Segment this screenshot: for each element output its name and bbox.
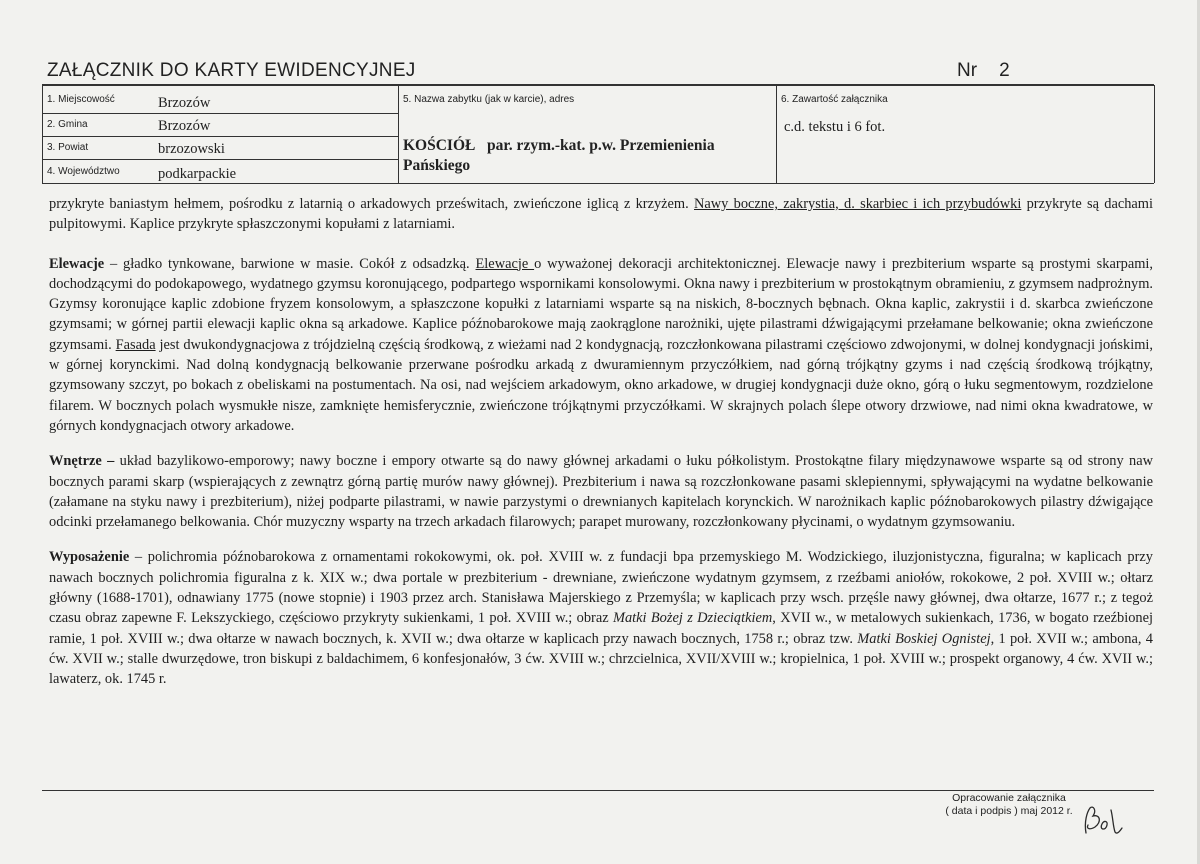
form-right-border	[1154, 85, 1155, 183]
form-row-divider-1	[42, 113, 398, 114]
nr-label: Nr	[957, 60, 978, 81]
document-number	[957, 60, 1010, 82]
paragraph-wyposazenie	[49, 547, 1153, 689]
section-heading-elewacje: Elewacje	[49, 255, 105, 272]
monument-name-word1: KOŚCIÓŁ	[403, 137, 476, 154]
gmina-label: 2. Gmina	[47, 119, 88, 130]
text-run: przykryte baniastym hełmem, pośrodku z latarnią o arkadowych prześwitach, zwieńczone iglicą z krzyżem.	[49, 196, 694, 212]
miejscowosc-value: Brzozów	[158, 95, 211, 111]
section-heading-wnetrze: Wnętrze –	[49, 453, 115, 470]
handwritten-signature	[1080, 800, 1130, 840]
form-column-divider-1	[398, 85, 399, 183]
wojewodztwo-value: podkarpackie	[158, 166, 237, 182]
paragraph-elewacje	[49, 254, 1153, 437]
signature-stroke	[1085, 807, 1122, 833]
powiat-label: 3. Powiat	[47, 142, 89, 153]
text-run: – polichromia późnobarokowa z ornamentami rokokowymi, ok. poł. XVIII w. z fundacji bpa przemyskiego M. Wodzickiego, iluzjonistyczna, figuralna; w kaplicach przy nawach bocznych polichromia figuralna z k. XIX w.; dwa portale w prezbiterium - drewniane, zwieńczone wydatnym gzymsem, z rzeźbami aniołów, rokokowe, 2 poł. XVIII w.; ołtarz główny (1688-1701), odnawiany 1775 (nowe stopnie) i 1903 przez arch. Stanisława Majerskiego z Przemyśla; w kaplicach przy wsch. przęśle nawy głównej, dwa ołtarze, 1677 r.; z tegoż czasu obraz zapewne F. Lekszyckiego, częściowo przykryty sukienkami, 1 poł. XVIII w.; obraz	[49, 549, 1153, 627]
gmina-value: Brzozów	[158, 118, 211, 134]
form-bottom-rule	[42, 183, 1154, 184]
nazwa-zabytku-label: 5. Nazwa zabytku (jak w karcie), adres	[403, 94, 575, 105]
italic-run: Matki Boskiej Ognistej	[857, 630, 991, 647]
text-run: , 1 poł. XVII w.; ambona, 4 ćw. XVII w.; stalle dwurzędowe, tron biskupi z baldachimem, 6 konfesjonałów, 3 ćw. XVIII w.; chrzcielnica, XVII/XVIII w.; kropielnica, 1 poł. XVIII w.; prospekt organowy, 4 ćw. XVII w.; lawaterz, ok. 1745 r.	[49, 630, 1153, 688]
underlined-run: Fasada	[115, 336, 156, 353]
underlined-run: Nawy boczne, zakrystia, d. skarbiec i ich przybudówki	[694, 196, 1022, 212]
monument-name	[403, 136, 773, 176]
form-row-divider-3	[42, 159, 398, 160]
text-run: o wyważonej dekoracji architektonicznej. Elewacje nawy i prezbiterium wsparte są prostymi skarpami, dochodzącymi do podokapowego, wydatnego gzymsu koronującego, podpartego wspornikami konsolowymi. Okna nawy i prezbiterium w prostokątnym obramieniu, z gzymsem nadprożnym. Gzymsy koronujące kaplic zdobione fryzem konsolowym, a spłaszczone kopułki z latarniami wsparte są na niskich, 8-bocznych bębnach. Okna kaplic, zakrystii i d. skarbca zwieńczone gzymsami; w górnej partii elewacji kaplic okna są arkadowe. Kaplice późnobarokowe mają zaokrąglone narożniki, ujęte pilastrami dźwigającymi przełamane belkowanie; okna zwieńczone gzymsami.	[49, 255, 1154, 353]
zawartosc-label: 6. Zawartość załącznika	[781, 94, 888, 105]
text-run: przykryte są dachami pulpitowymi. Kaplice przykryte spłaszczonymi kopułami z latarniami.	[49, 196, 1154, 233]
text-run: – gładko tynkowane, barwione w masie. Cokół z odsadzką.	[104, 255, 476, 272]
text-run: układ bazylikowo-emporowy; nawy boczne i empory otwarte są do nawy głównej arkadami o łuku półkolistym. Prostokątne filary międzynawowe wsparte są od strony naw bocznych parami skarp (wspierających z zewnątrz górną partię murów nawy głównej). Prezbiterium i nawa są rozczłonkowane pasami sklepiennymi, spływającymi na wydatne belkowanie (załamane na styku nawy i prezbiterium), niżej podparte pilastrami, w nawie parzystymi o drewnianych kapitelach korynckich. W narożnikach kaplic późnobarokowych pilastry dźwigające odcinki przełamanego belkowania. Chór muzyczny wsparty na trzech arkadach filarowych; parapet murowany, rozczłonkowany płycinami, o wydatnym gzymsowaniu.	[49, 453, 1154, 531]
italic-run: Matki Bożej z Dzieciątkiem	[612, 610, 773, 627]
underlined-run: Elewacje	[475, 255, 535, 272]
section-heading-wyposazenie: Wyposażenie	[49, 549, 130, 566]
form-column-divider-2	[776, 85, 777, 183]
monument-name-rest: par. rzym.-kat. p.w. Przemienienia Pańskiego	[403, 137, 715, 174]
footer-line-2: ( data i podpis ) maj 2012 r.	[945, 805, 1073, 817]
wojewodztwo-label: 4. Województwo	[47, 166, 120, 177]
text-run: jest dwukondygnacjowa z trójdzielną częścią środkową, z wieżami nad 2 kondygnacją, rozczłonkowana pilastrami częściowo zdwojonymi, w dolnej kondygnacji jońskimi, w górnej korynckimi. Nad dolną kondygnacją belkowanie przerwane pośrodku arkadą z dwuramiennym przyczółkiem, nad górną trójkątny gzyms i nad częścią środkową trójkątny, gzymsowany szczyt, po bokach z obeliskami na postumentach. Na osi, nad wejściem arkadowym, okno arkadowe, w drugiej kondygnacji duże okno, górą o łuku segmentowym, rozdzielone filarem. W bocznych polach wysmukłe nisze, zamknięte hemisferycznie, zwieńczone trójkątnymi przyczółkami. W skrajnych polach ślepe otwory drzwiowe, nad nimi okna kwadratowe, w górnych kondygnacjach otwory arkadowe.	[49, 336, 1153, 434]
paragraph-wnetrze	[49, 451, 1153, 532]
form-left-border	[42, 85, 43, 183]
text-run: , XVII w., w metalowych sukienkach, 1736, w bogato rzeźbionej ramie, 1 poł. XVIII w.; dwa ołtarze w nawach bocznych, k. XVII w.; dwa ołtarze w kaplicach przy nawach bocznych, 1758 r.; obraz tzw.	[49, 610, 1154, 647]
miejscowosc-label: 1. Miejscowość	[47, 94, 115, 105]
form-row-divider-2	[42, 136, 398, 137]
form-top-rule	[42, 84, 1154, 86]
paragraph-roof	[49, 194, 1153, 235]
footer-line-1: Opracowanie załącznika	[952, 792, 1066, 804]
nr-value: 2	[999, 60, 1010, 81]
powiat-value: brzozowski	[158, 141, 225, 157]
footer-rule	[42, 790, 1154, 791]
document-title: ZAŁĄCZNIK DO KARTY EWIDENCYJNEJ	[47, 60, 416, 81]
footer-label	[944, 792, 1074, 818]
body-text	[49, 194, 1153, 705]
zawartosc-value: c.d. tekstu i 6 fot.	[784, 119, 886, 135]
